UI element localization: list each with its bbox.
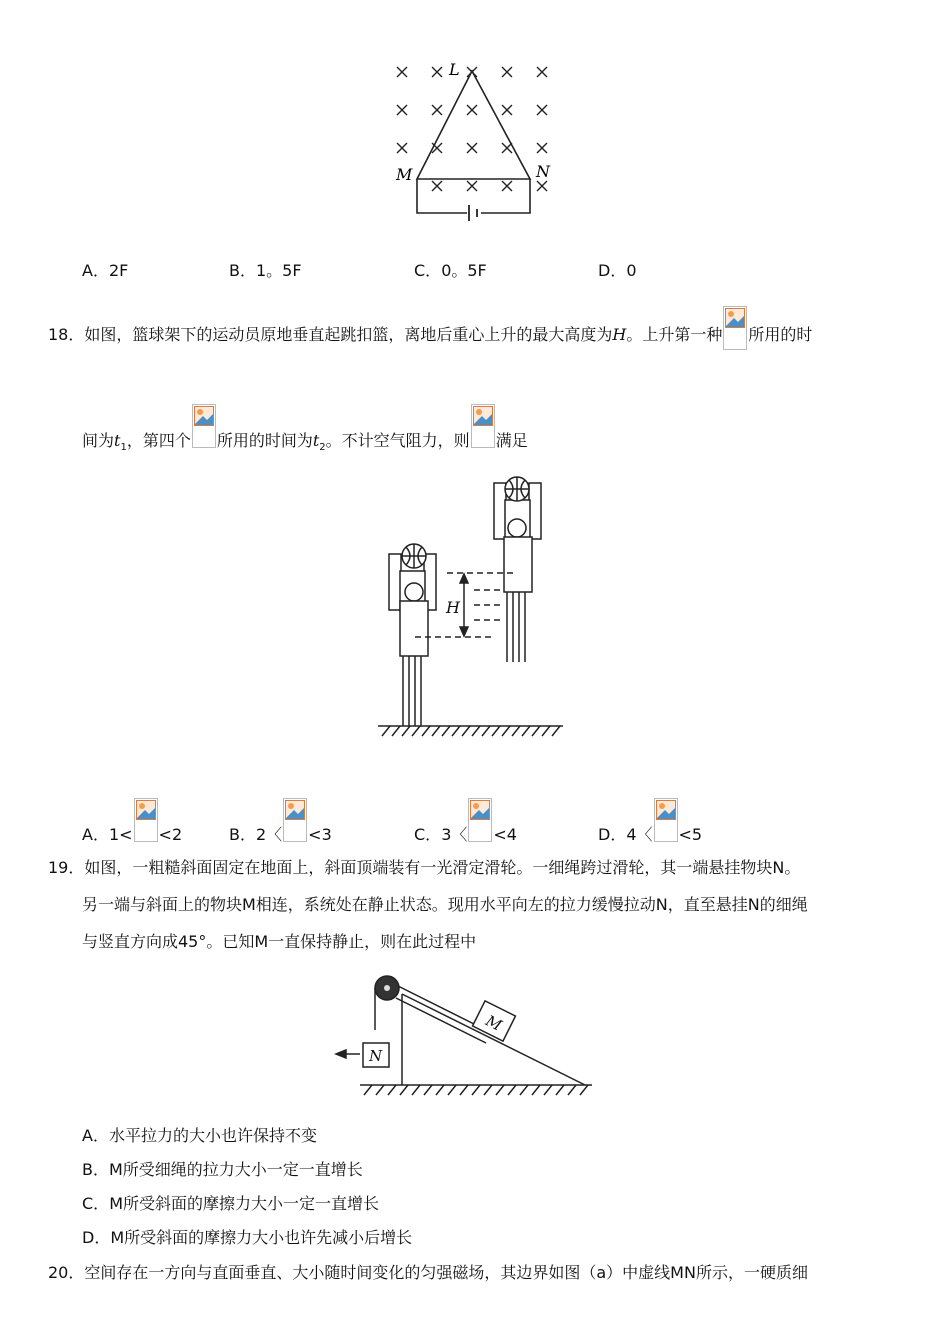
q18-text: 间为: [82, 431, 115, 450]
option-letter: C．: [414, 261, 442, 280]
label-N: N: [536, 162, 550, 181]
q19-line-3: 与竖直方向成45°。已知M一直保持静止，则在此过程中: [82, 932, 477, 951]
q20-text: 空间存在一方向与直面垂直、大小随时间变化的匀强磁场，其边界如图（a）中虚线MN所示，一硬质细: [84, 1263, 808, 1282]
option-text: <3: [308, 825, 332, 844]
option-text: 0。5F: [441, 261, 487, 280]
q18-text: 。上升第一种: [626, 325, 723, 344]
var-H: H: [612, 325, 627, 344]
q19-option-d: [82, 1227, 412, 1249]
label-L: L: [449, 60, 460, 79]
option-letter: D．: [82, 1228, 111, 1247]
question-number: 19．: [48, 858, 85, 877]
option-letter: A．: [82, 261, 109, 280]
q18-option-c: [414, 798, 517, 846]
option-letter: A．: [82, 825, 109, 844]
var-t2: t: [312, 431, 320, 450]
label-M: M: [482, 1011, 505, 1035]
q19-option-c: [82, 1193, 379, 1215]
triangle-wire: [417, 71, 530, 179]
broken-image-icon: [471, 404, 495, 448]
q18-text: 。不计空气阻力，则: [325, 431, 470, 450]
option-text: 1<: [108, 825, 133, 844]
q17-option-b: [229, 260, 302, 282]
option-text: 2F: [108, 261, 129, 280]
option-text: M所受斜面的摩擦力大小一定一直增长: [109, 1194, 379, 1213]
option-letter: A．: [82, 1126, 109, 1145]
q18-text: ，第四个: [126, 431, 191, 450]
q18-option-d: [598, 798, 702, 846]
player-standing: [389, 544, 436, 726]
q18-line-1: [48, 306, 812, 350]
q18-text: 所用的时: [748, 325, 813, 344]
option-text: <2: [158, 825, 183, 844]
broken-image-icon: [723, 306, 747, 350]
option-letter: D．: [598, 825, 627, 844]
q18-text: 如图，篮球架下的运动员原地垂直起跳扣篮，离地后重心上升的最大高度为: [84, 325, 613, 344]
q19-line-2: 另一端与斜面上的物块M相连，系统处在静止状态。现用水平向左的拉力缓慢拉动N，直至悬挂N的细绳: [82, 895, 808, 914]
option-text: <4: [493, 825, 517, 844]
option-letter: B．: [229, 261, 256, 280]
q17-circuit-figure: [385, 55, 565, 225]
option-text: 水平拉力的大小也许保持不变: [108, 1126, 317, 1145]
question-number: 20．: [48, 1263, 85, 1282]
player-jumping: [494, 477, 541, 662]
q18-line-2: [82, 404, 528, 459]
q17-option-c: [414, 260, 487, 282]
option-text: 4〈: [626, 825, 653, 844]
q18-text: 所用的时间为: [216, 431, 313, 450]
option-text: 1。5F: [255, 261, 302, 280]
q19-incline-figure: [330, 970, 600, 1100]
broken-image-icon: [283, 798, 307, 842]
option-letter: B．: [82, 1160, 109, 1179]
option-letter: D．: [598, 261, 627, 280]
q17-option-d: [598, 260, 637, 282]
q19-option-a: [82, 1125, 317, 1147]
label-H: H: [446, 598, 460, 617]
q20-line-1: [48, 1262, 808, 1284]
q19-text: 如图，一粗糙斜面固定在地面上，斜面顶端装有一光滑定滑轮。一细绳跨过滑轮，其一端悬挂物块N。: [84, 858, 801, 877]
label-M: M: [396, 165, 413, 184]
q18-option-a: [82, 798, 182, 846]
q18-option-b: [229, 798, 332, 846]
q17-option-a: [82, 260, 128, 282]
q18-basketball-figure: [370, 470, 570, 740]
option-text: M所受细绳的拉力大小一定一直增长: [108, 1160, 363, 1179]
question-number: 18．: [48, 325, 85, 344]
label-N: N: [369, 1047, 383, 1065]
option-text: <5: [678, 825, 703, 844]
broken-image-icon: [134, 798, 158, 842]
broken-image-icon: [468, 798, 492, 842]
var-t1-sub: 1: [120, 442, 127, 454]
var-t2-sub: 2: [319, 442, 326, 454]
var-t1: t: [114, 431, 121, 450]
option-letter: C．: [414, 825, 442, 844]
option-text: M所受斜面的摩擦力大小也许先减小后增长: [110, 1228, 413, 1247]
option-text: 2〈: [255, 825, 283, 844]
q19-option-b: [82, 1159, 363, 1181]
option-text: 3〈: [441, 825, 468, 844]
battery-symbol: [469, 205, 477, 221]
q18-text: 满足: [495, 431, 528, 450]
broken-image-icon: [192, 404, 216, 448]
option-letter: C．: [82, 1194, 110, 1213]
option-text: 0: [626, 261, 637, 280]
q19-line-1: [48, 857, 800, 879]
broken-image-icon: [654, 798, 678, 842]
option-letter: B．: [229, 825, 256, 844]
